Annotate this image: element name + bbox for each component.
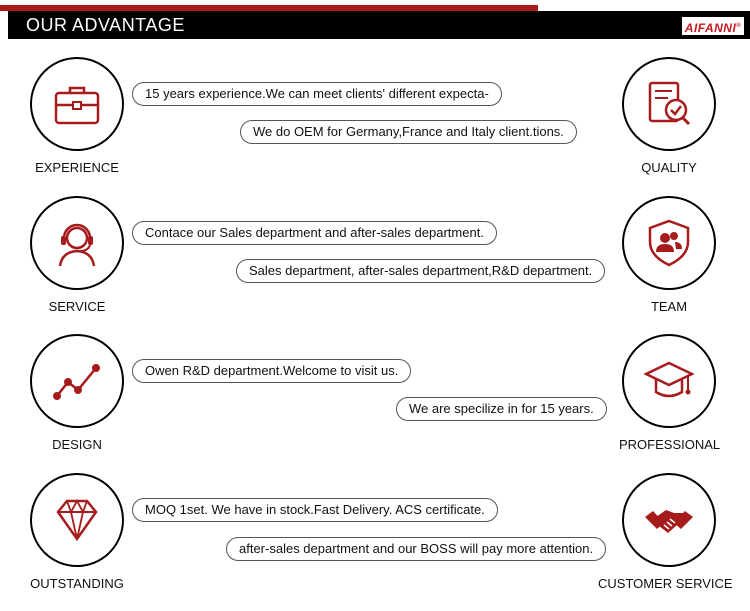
design-line-1: Owen R&D department.Welcome to visit us. — [132, 359, 411, 383]
quality-label: QUALITY — [641, 160, 697, 175]
outstanding-line-2: after-sales department and our BOSS will pay more attention. — [226, 537, 606, 561]
team-circle — [622, 196, 716, 290]
customer-service-circle — [622, 473, 716, 567]
team-label: TEAM — [650, 299, 688, 314]
handshake-icon — [644, 495, 694, 545]
quality-check-icon — [644, 79, 694, 129]
page-title: OUR ADVANTAGE — [26, 15, 185, 35]
team-shield-icon — [644, 218, 694, 268]
experience-line-1: 15 years experience.We can meet clients' different expecta- — [132, 82, 502, 106]
customer-service-label: CUSTOMER SERVICE — [598, 576, 733, 591]
header-bar — [0, 11, 750, 39]
service-line-2: Sales department, after-sales department,R&D department. — [236, 259, 605, 283]
headset-operator-icon — [52, 218, 102, 268]
design-circle — [30, 334, 124, 428]
outstanding-line-1: MOQ 1set. We have in stock.Fast Delivery. ACS certificate. — [132, 498, 498, 522]
briefcase-icon — [52, 79, 102, 129]
diamond-icon — [52, 495, 102, 545]
service-label: SERVICE — [48, 299, 106, 314]
trend-line-icon — [52, 356, 102, 406]
outstanding-label: OUTSTANDING — [30, 576, 124, 591]
service-line-1: Contace our Sales department and after-sales department. — [132, 221, 497, 245]
service-circle — [30, 196, 124, 290]
professional-label: PROFESSIONAL — [619, 437, 721, 452]
brand-logo: AIFANNI® — [682, 17, 744, 35]
experience-line-2: We do OEM for Germany,France and Italy client.tions. — [240, 120, 577, 144]
professional-circle — [622, 334, 716, 428]
experience-circle — [30, 57, 124, 151]
design-line-2: We are specilize in for 15 years. — [396, 397, 607, 421]
experience-label: EXPERIENCE — [35, 160, 119, 175]
design-label: DESIGN — [52, 437, 102, 452]
header-left-notch — [0, 11, 8, 39]
quality-circle — [622, 57, 716, 151]
graduation-cap-icon — [644, 356, 694, 406]
outstanding-circle — [30, 473, 124, 567]
